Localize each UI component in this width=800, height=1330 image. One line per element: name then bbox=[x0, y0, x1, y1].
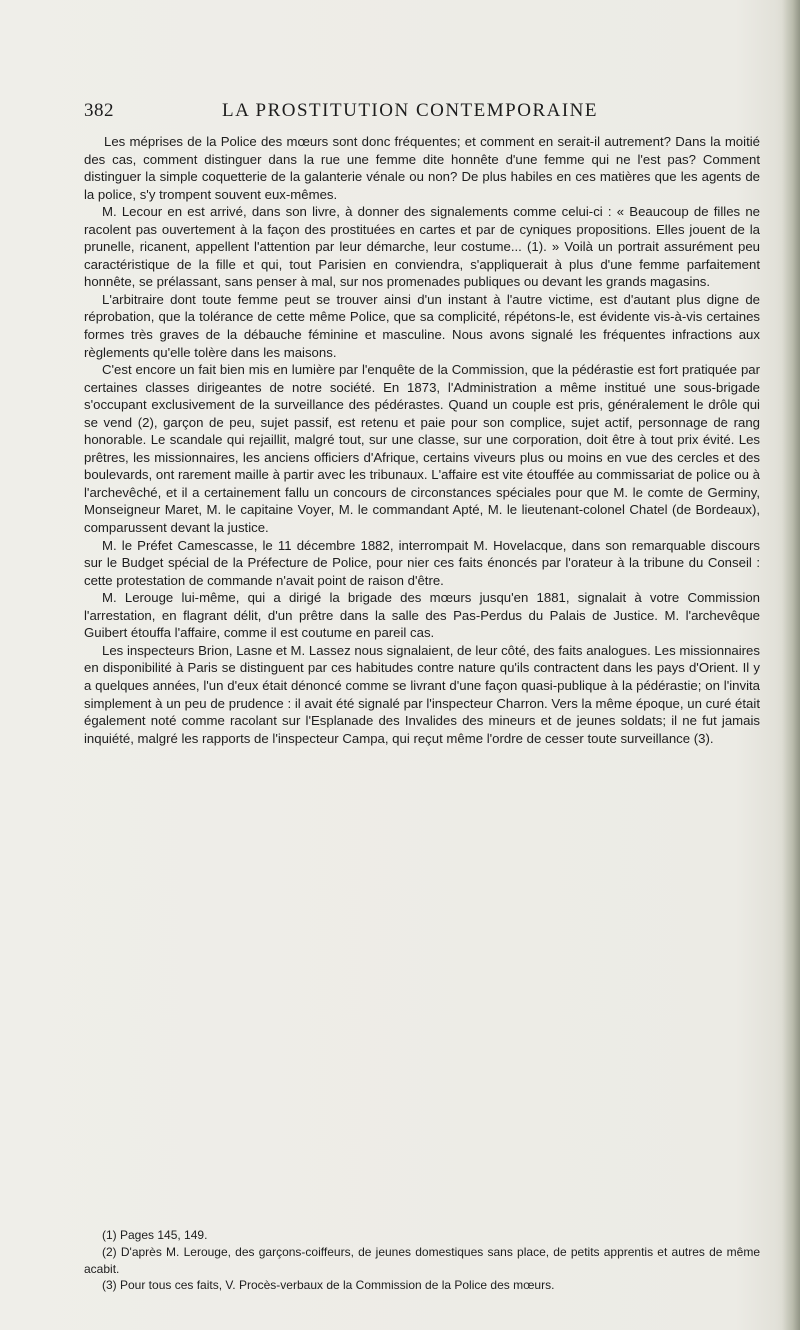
page-number: 382 bbox=[84, 100, 114, 121]
paragraph: C'est encore un fait bien mis en lumière par l'enquête de la Commission, que la pédérastie est fort pratiquée par certaines classes dirigeantes de notre société. En 1873, l'Administration a même institué une sous-brigade s'occupant exclusivement de la surveillance des pédérastes. Quand un couple est pris, généralement le drôle qui se vend (2), garçon de peu, sujet passif, est retenu et paie pour son complice, sujet actif, personnage de rang honorable. Le scandale qui rejaillit, malgré tout, sur une classe, sur une corporation, doit être à tout prix évité. Les prêtres, les missionnaires, les anciens officiers d'Afrique, certains viveurs plus ou moins en vue des cercles et des boulevards, ont rarement maille à partir avec les tribunaux. L'affaire est vite étouffée au commissariat de police ou à l'archevêché, et il a certainement fallu un concours de circonstances spéciales pour que M. le comte de Germiny, Monseigneur Maret, M. le capitaine Voyer, M. le commandant Apté, M. le lieutenant-colonel Chatel (de Bordeaux), comparussent devant la justice. bbox=[84, 362, 760, 536]
body-text bbox=[84, 133, 760, 747]
paragraph: Les méprises de la Police des mœurs sont donc fréquentes; et comment en serait-il autrement? Dans la moitié des cas, comment distinguer dans la rue une femme dite honnête d'une femme qui ne l'est pas? Comment distinguer la simple coquetterie de la galanterie vénale ou non? De plus habiles en ces matières que les agents de la police, s'y trompent souvent eux-mêmes. bbox=[84, 134, 760, 202]
paragraph: M. le Préfet Camescasse, le 11 décembre 1882, interrompait M. Hovelacque, dans son remarquable discours sur le Budget spécial de la Préfecture de Police, pour nier ces faits énoncés par l'orateur à la tribune du Conseil : cette protestation de commande n'avait point de raison d'être. bbox=[84, 537, 760, 588]
page-edge-shadow bbox=[782, 0, 800, 1330]
paragraph: M. Lecour en est arrivé, dans son livre, à donner des signalements comme celui-ci : « Beaucoup de filles ne racolent pas ouvertement à la façon des prostituées en cartes et par de cyniques propositions. Elles jouent de la prunelle, ricanent, appellent l'attention par leur démarche, leur costume... (1). » Voilà un portrait assurément peu caractéristique de la fille et qui, tout Parisien en conviendra, s'appliquerait à plus d'une femme parfaitement honnête, se prélassant, sans penser à mal, sur nos promenades publiques ou devant les grands magasins. bbox=[84, 204, 760, 290]
paragraph: Les inspecteurs Brion, Lasne et M. Lassez nous signalaient, de leur côté, des faits analogues. Les missionnaires en disponibilité à Paris se distinguent par ces habitudes contre nature qu'ils contractent dans les pays d'Orient. Il y a quelques années, l'un d'eux était dénoncé comme se livrant d'une façon quasi-publique à la pédérastie; on l'invita simplement à un peu de prudence : il avait été signalé par l'inspecteur Charron. Vers la même époque, un curé était également noté comme racolant sur l'Esplanade des Invalides des mineurs et de jeunes soldats; il ne fut jamais inquiété, malgré les rapports de l'inspecteur Campa, qui reçut même l'ordre de cesser toute surveillance (3). bbox=[84, 642, 760, 746]
page-header bbox=[84, 100, 760, 124]
paragraph: M. Lerouge lui-même, qui a dirigé la brigade des mœurs jusqu'en 1881, signalait à votre Commission l'arrestation, en flagrant délit, d'un prêtre dans la salle des Pas-Perdus du Palais de Justice. M. l'archevêque Guibert étouffa l'affaire, comme il est coutume en pareil cas. bbox=[84, 590, 760, 641]
paragraph: L'arbitraire dont toute femme peut se trouver ainsi d'un instant à l'autre victime, est d'autant plus digne de réprobation, que la tolérance de cette même Police, que sa complicité, répétons-le, est évidente vis-à-vis certaines formes très graves de la débauche féminine et masculine. Nous avons signalé les fréquentes infractions aux règlements qu'elle tolère dans les maisons. bbox=[84, 291, 760, 360]
footnote: (2) D'après M. Lerouge, des garçons-coiffeurs, de jeunes domestiques sans place, de petits apprentis et autres de même acabit. bbox=[84, 1244, 760, 1276]
running-title: LA PROSTITUTION CONTEMPORAINE bbox=[222, 100, 598, 121]
footnote: (3) Pour tous ces faits, V. Procès-verbaux de la Commission de la Police des mœurs. bbox=[102, 1278, 555, 1293]
footnotes bbox=[84, 1227, 760, 1294]
footnote: (1) Pages 145, 149. bbox=[102, 1228, 208, 1242]
